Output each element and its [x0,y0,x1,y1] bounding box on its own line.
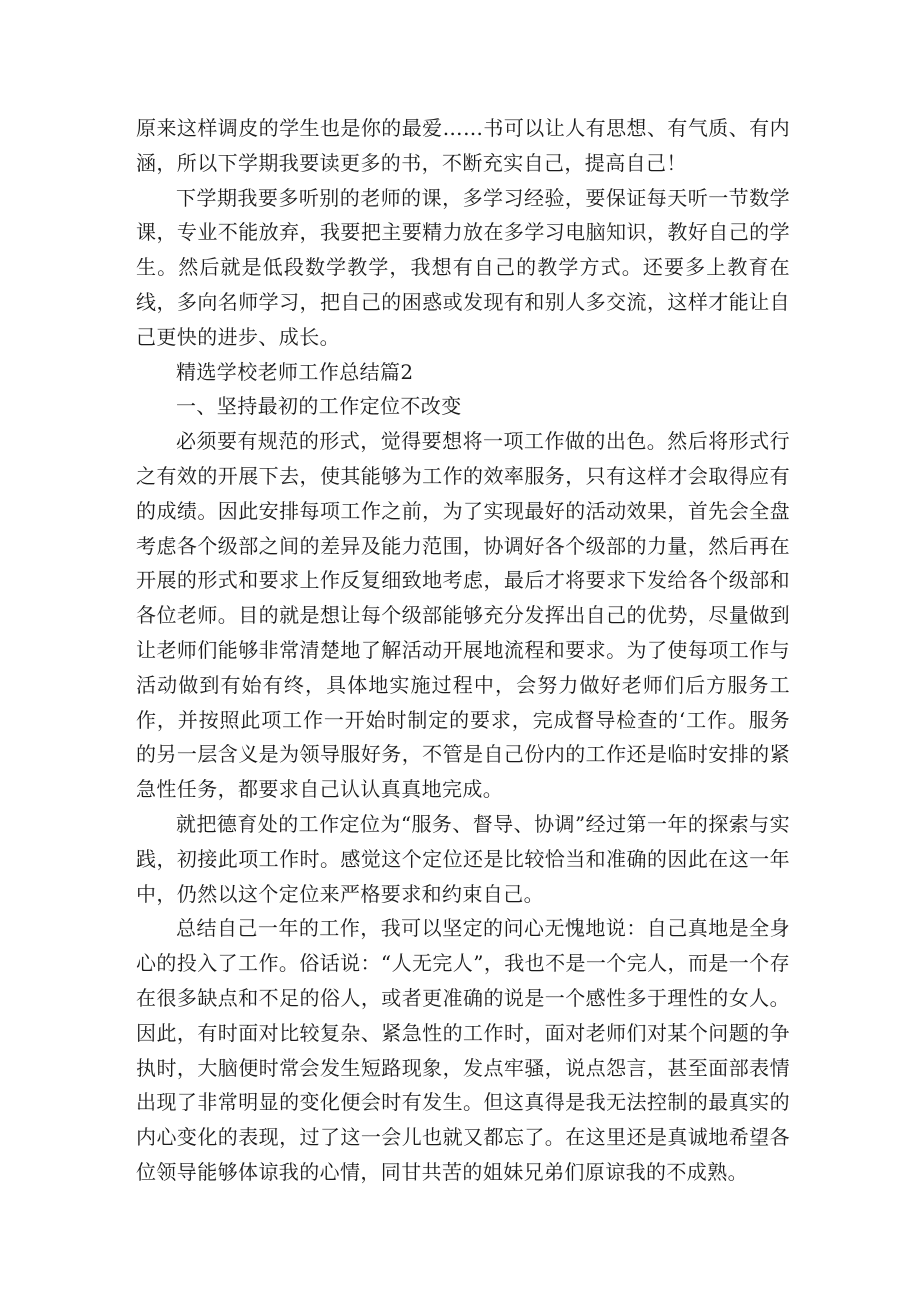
section-heading: 一、坚持最初的工作定位不改变 [176,394,462,419]
document-body [136,111,790,1190]
paragraph-4: 就把德育处的工作定位为“服务、督导、协调”经过第一年的探索与实践，初接此项工作时。感觉这个定位还是比较恰当和准确的因此在这一年中，仍然以这个定位来严格要求和约束自己。 [136,811,790,906]
paragraph-2: 下学期我要多听别的老师的课，多学习经验，要保证每天听一节数学课，专业不能放弃，我要把主要精力放在多学习电脑知识，教好自己的学生。然后就是低段数学教学，我想有自己的教学方式。还要多上教育在线，多向名师学习，把自己的困惑或发现有和别人多交流，这样才能让自己更快的进步、成长。 [136,185,790,349]
paragraph-3: 必须要有规范的形式，觉得要想将一项工作做的出色。然后将形式行之有效的开展下去，使其能够为工作的效率服务，只有这样才会取得应有的成绩。因此安排每项工作之前，为了实现最好的活动效果，首先会全盘考虑各个级部之间的差异及能力范围，协调好各个级部的力量，然后再在开展的形式和要求上作反复细致地考虑，最后才将要求下发给各个级部和各位老师。目的就是想让每个级部能够充分发挥出自己的优势，尽量做到让老师们能够非常清楚地了解活动开展地流程和要求。为了使每项工作与活动做到有始有终，具体地实施过程中，会努力做好老师们后方服务工作，并按照此项工作一开始时制定的要求，完成督导检查的‘工作。服务的另一层含义是为领导服好务，不管是自己份内的工作还是临时安排的紧急性任务，都要求自己认认真真地完成。 [136,429,790,802]
section-title: 精选学校老师工作总结篇2 [176,359,414,384]
paragraph-5: 总结自己一年的工作，我可以坚定的问心无愧地说：自己真地是全身心的投入了工作。俗话说：“人无完人”，我也不是一个完人，而是一个存在很多缺点和不足的俗人，或者更准确的说是一个感性多于理性的女人。因此，有时面对比较复杂、紧急性的工作时，面对老师们对某个问题的争执时，大脑便时常会发生短路现象，发点牢骚，说点怨言，甚至面部表情出现了非常明显的变化便会时有发生。但这真得是我无法控制的最真实的内心变化的表现，过了这一会儿也就又都忘了。在这里还是真诚地希望各位领导能够体谅我的心情，同甘共苦的姐妹兄弟们原谅我的不成熟。 [136,916,790,1184]
paragraph-1: 原来这样调皮的学生也是你的最爱……书可以让人有思想、有气质、有内涵，所以下学期我要读更多的书，不断充实自己，提高自己！ [136,116,790,175]
